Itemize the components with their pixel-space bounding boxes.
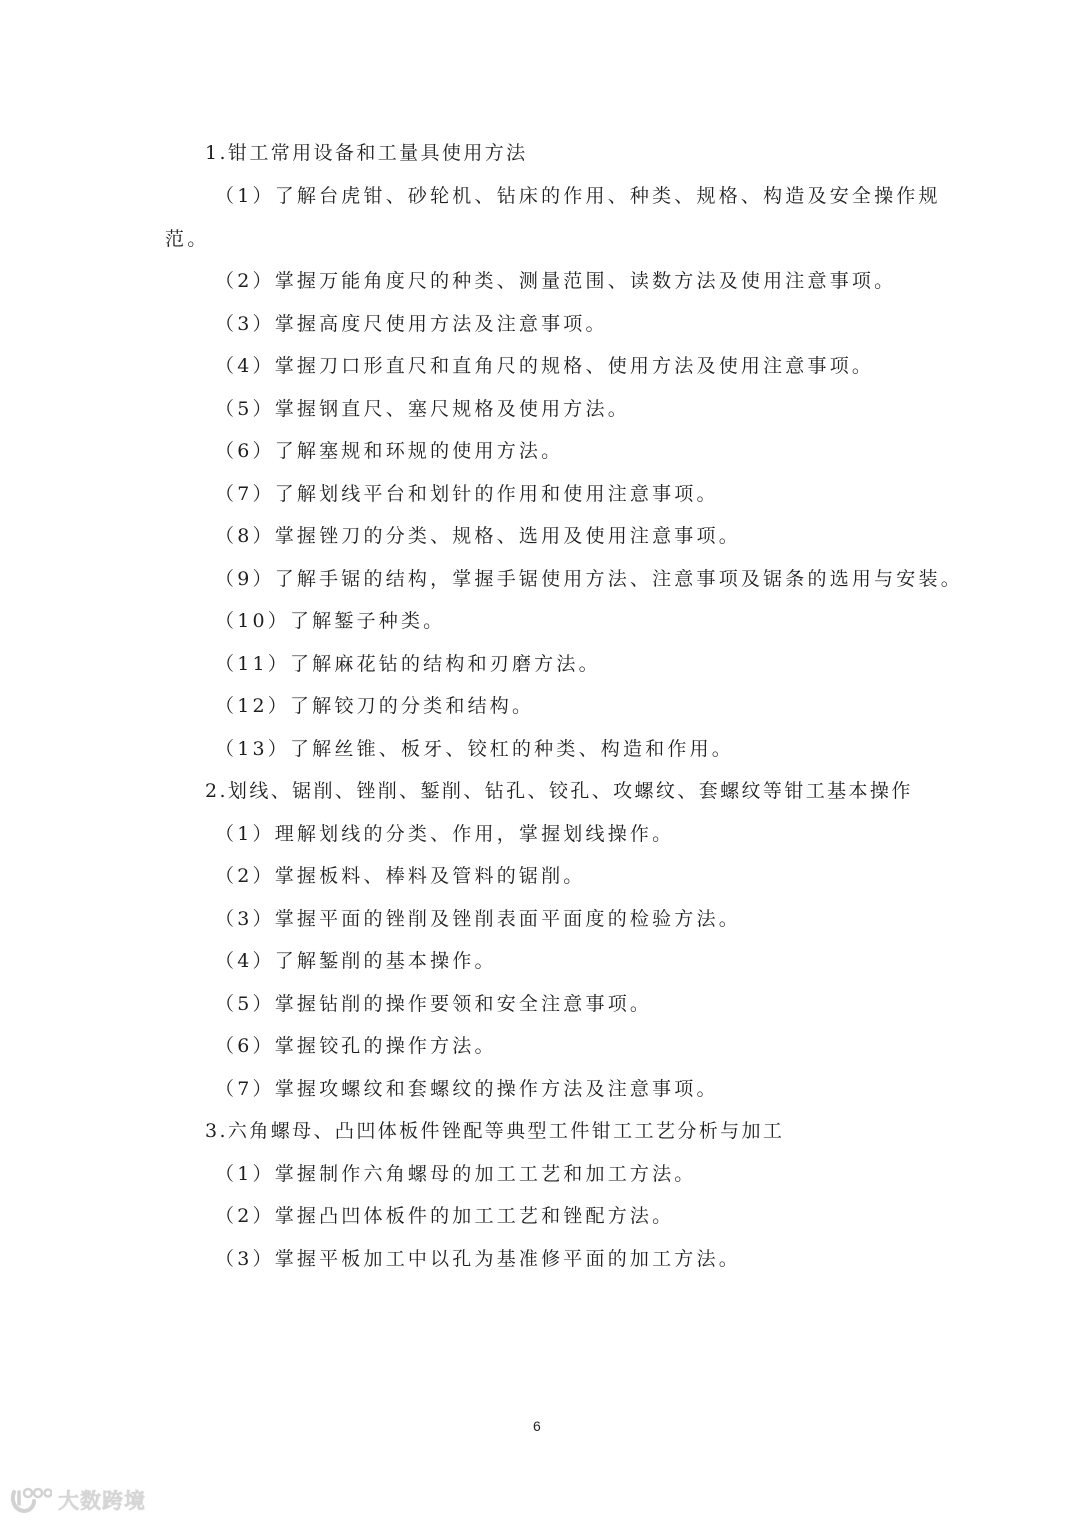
section-1-item-4: （4）掌握刀口形直尺和直角尺的规格、使用方法及使用注意事项。 <box>215 355 875 377</box>
section-2-item-6: （6）掌握铰孔的操作方法。 <box>215 1035 497 1057</box>
section-1-item-8: （8）掌握锉刀的分类、规格、选用及使用注意事项。 <box>215 525 741 547</box>
section-2-item-4: （4）了解錾削的基本操作。 <box>215 950 497 972</box>
section-2-item-3: （3）掌握平面的锉削及锉削表面平面度的检验方法。 <box>215 908 741 930</box>
section-1-item-12: （12）了解铰刀的分类和结构。 <box>215 695 535 717</box>
section-1-item-1-continuation: 范。 <box>165 228 210 250</box>
section-2-heading: 2.划线、锯削、锉削、錾削、钻孔、铰孔、攻螺纹、套螺纹等钳工基本操作 <box>205 780 913 802</box>
section-1-item-6: （6）了解塞规和环规的使用方法。 <box>215 440 564 462</box>
section-1-item-5: （5）掌握钢直尺、塞尺规格及使用方法。 <box>215 398 630 420</box>
section-2-item-1: （1）理解划线的分类、作用，掌握划线操作。 <box>215 823 675 845</box>
section-3-item-1: （1）掌握制作六角螺母的加工工艺和加工方法。 <box>215 1163 697 1185</box>
watermark-logo-icon <box>10 1486 52 1514</box>
watermark-text: 大数跨境 <box>58 1490 146 1513</box>
section-1-item-11: （11）了解麻花钻的结构和刃磨方法。 <box>215 653 601 675</box>
section-1-item-7: （7）了解划线平台和划针的作用和使用注意事项。 <box>215 483 719 505</box>
section-1-item-10: （10）了解錾子种类。 <box>215 610 446 632</box>
section-1-item-13: （13）了解丝锥、板牙、铰杠的种类、构造和作用。 <box>215 738 734 760</box>
watermark <box>10 1485 146 1515</box>
section-1-item-9: （9）了解手锯的结构，掌握手锯使用方法、注意事项及锯条的选用与安装。 <box>215 568 963 590</box>
page-number: 6 <box>533 1418 541 1434</box>
section-1-item-1: （1）了解台虎钳、砂轮机、钻床的作用、种类、规格、构造及安全操作规 <box>215 185 941 207</box>
section-2-item-2: （2）掌握板料、棒料及管料的锯削。 <box>215 865 586 887</box>
section-3-item-2: （2）掌握凸凹体板件的加工工艺和锉配方法。 <box>215 1205 675 1227</box>
section-1-item-2: （2）掌握万能角度尺的种类、测量范围、读数方法及使用注意事项。 <box>215 270 897 292</box>
section-1-item-3: （3）掌握高度尺使用方法及注意事项。 <box>215 313 608 335</box>
section-3-item-3: （3）掌握平板加工中以孔为基准修平面的加工方法。 <box>215 1248 741 1270</box>
section-3-heading: 3.六角螺母、凸凹体板件锉配等典型工件钳工工艺分析与加工 <box>205 1120 785 1142</box>
section-2-item-7: （7）掌握攻螺纹和套螺纹的操作方法及注意事项。 <box>215 1078 719 1100</box>
section-1-heading: 1.钳工常用设备和工量具使用方法 <box>205 142 528 164</box>
section-2-item-5: （5）掌握钻削的操作要领和安全注意事项。 <box>215 993 653 1015</box>
